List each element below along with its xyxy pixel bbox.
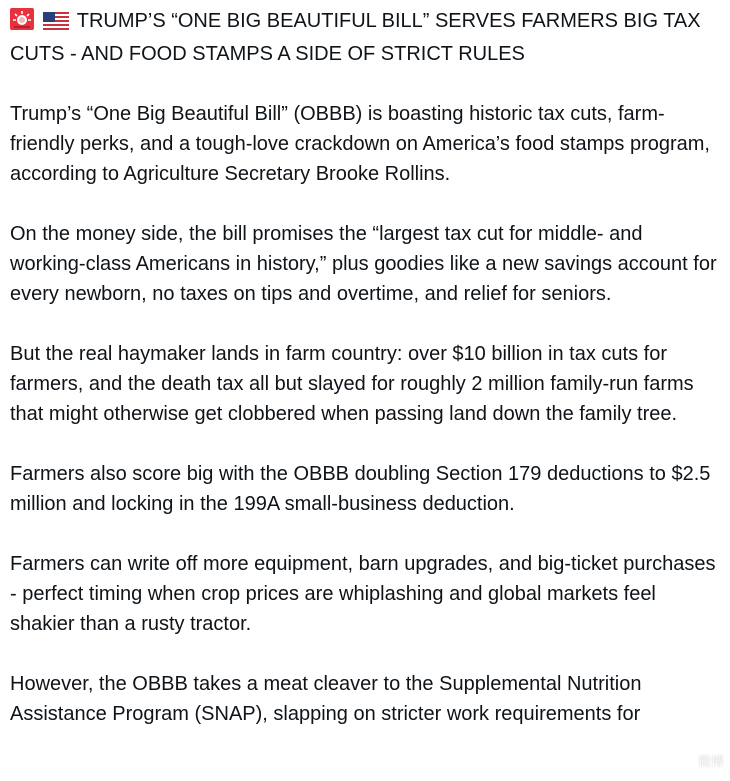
- weibo-logo-icon: [674, 747, 694, 777]
- weibo-watermark: [674, 747, 724, 777]
- paragraph-3: But the real haymaker lands in farm country: over $10 billion in tax cuts for farmers, and the death tax all but slayed for roughly 2 million family-run farms that might otherwise get clobbered when passing land down the family tree.: [10, 343, 694, 425]
- watermark-text: 微博: [697, 754, 724, 769]
- paragraph-1: Trump’s “One Big Beautiful Bill” (OBBB) is boasting historic tax cuts, farm-friendly perks, and a tough-love crackdown on America’s food stamps program, according to Agriculture Secretary Brooke Rollins.: [10, 103, 710, 185]
- paragraph-4: Farmers also score big with the OBBB doubling Section 179 deductions to $2.5 million and locking in the 199A small-business deduction.: [10, 463, 711, 515]
- us-flag-icon: [43, 9, 69, 39]
- headline-text: TRUMP’S “ONE BIG BEAUTIFUL BILL” SERVES FARMERS BIG TAX CUTS - AND FOOD STAMPS A SIDE OF STRICT RULES: [10, 10, 701, 65]
- rotating-light-icon: [10, 8, 34, 39]
- paragraph-5: Farmers can write off more equipment, barn upgrades, and big-ticket purchases - perfect timing when crop prices are whiplashing and global markets feel shakier than a rusty tractor.: [10, 553, 716, 635]
- paragraph-6: However, the OBBB takes a meat cleaver to the Supplemental Nutrition Assistance Program (SNAP), slapping on stricter work requirements for: [10, 673, 642, 725]
- paragraph-2: On the money side, the bill promises the “largest tax cut for middle- and working-class Americans in history,” plus goodies like a new savings account for every newborn, no taxes on tips and overtime, and relief for seniors.: [10, 223, 717, 305]
- post-headline: [10, 6, 730, 69]
